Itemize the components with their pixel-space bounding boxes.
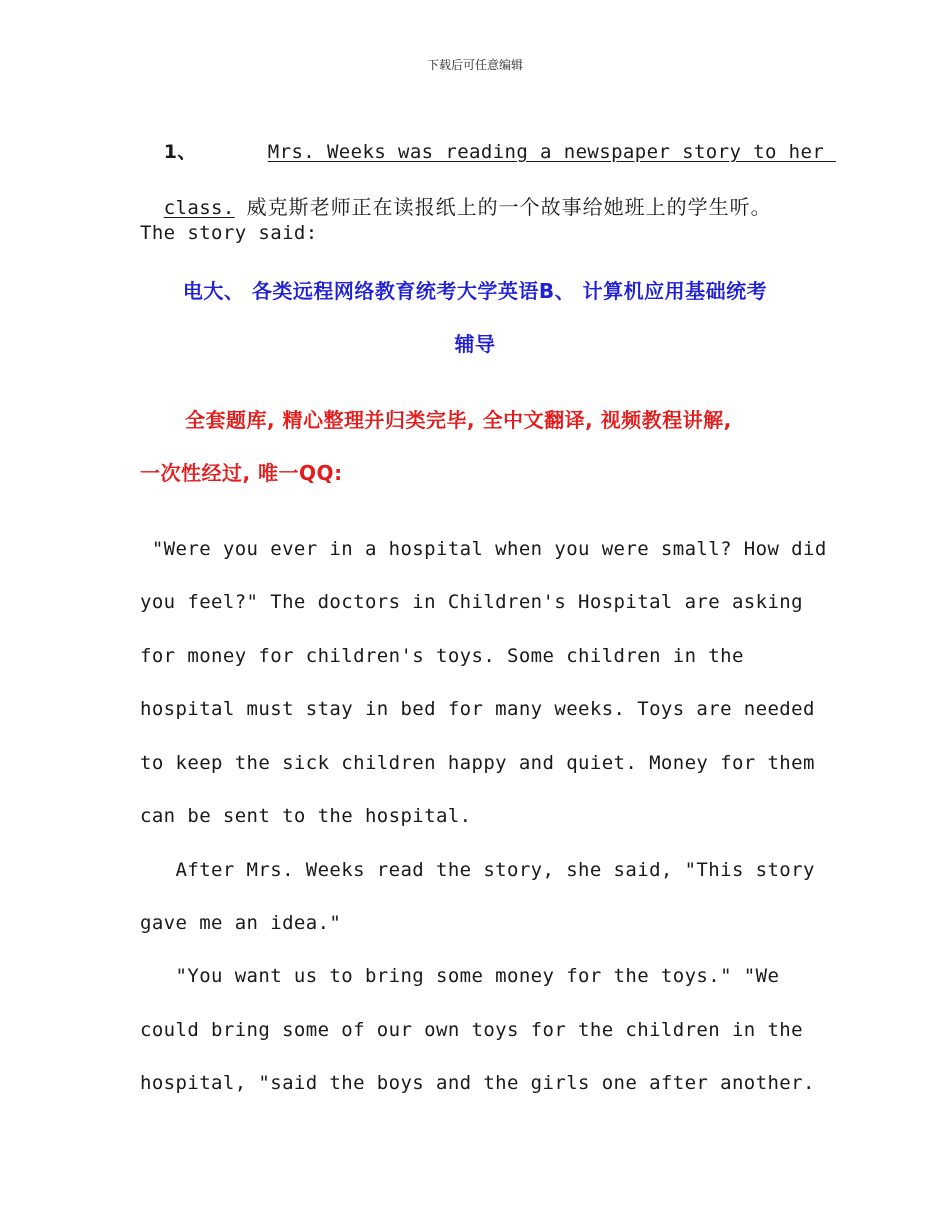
body-line: "Were you ever in a hospital when you were small? How did <box>140 538 827 560</box>
sentence-part-2: class. <box>163 197 235 219</box>
body-line: hospital must stay in bed for many weeks. Toys are needed <box>140 698 815 720</box>
item-line-1 <box>140 115 836 164</box>
ad-red-line-2: 一次性经过, 唯一QQ: <box>140 461 343 485</box>
body-line: for money for children's toys. Some children in the <box>140 645 744 667</box>
body-line: hospital, "said the boys and the girls one after another. <box>140 1072 815 1094</box>
body-line: After Mrs. Weeks read the story, she said, "This story <box>140 859 815 881</box>
translation: 威克斯老师正在读报纸上的一个故事给她班上的学生听。 <box>246 195 772 219</box>
ad-red-line-1: 全套题库, 精心整理并归类完毕, 全中文翻译, 视频教程讲解, <box>185 408 732 432</box>
ad-blue-line-1: 电大、 各类远程网络教育统考大学英语B、 计算机应用基础统考 <box>182 279 768 303</box>
ad-blue-line-2: 辅导 <box>454 332 496 356</box>
item-number: 1、 <box>163 141 197 163</box>
page-header: 下载后可任意编辑 <box>426 58 523 72</box>
story-intro: The story said: <box>140 222 318 244</box>
body-line: gave me an idea." <box>140 912 342 934</box>
body-line: "You want us to bring some money for the toys." "We <box>140 965 780 987</box>
body-line: can be sent to the hospital. <box>140 805 472 827</box>
item-line-2 <box>140 169 772 220</box>
body-line: you feel?" The doctors in Children's Hospital are asking <box>140 591 803 613</box>
body-line: to keep the sick children happy and quiet. Money for them <box>140 752 815 774</box>
sentence-part-1: Mrs. Weeks was reading a newspaper story to her <box>267 141 837 163</box>
body-line: could bring some of our own toys for the children in the <box>140 1019 803 1041</box>
